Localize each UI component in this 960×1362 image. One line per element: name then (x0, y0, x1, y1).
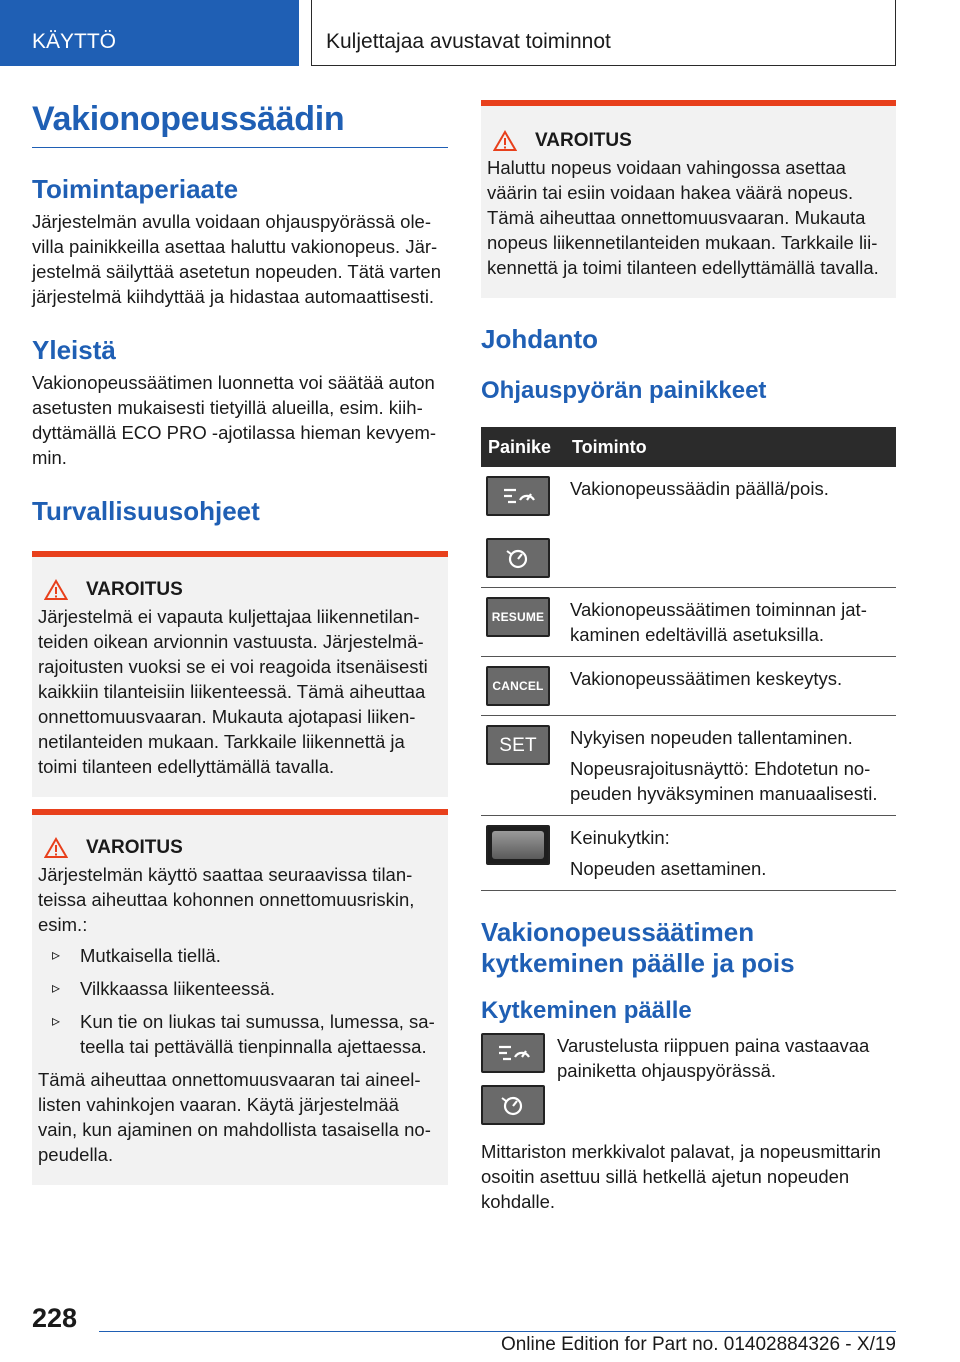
function-text-secondary: Nopeusrajoitusnäyttö: Ehdotetun nopeuden hyväksyminen manuaalisesti. (570, 758, 878, 804)
cruise-control-gauge-icon (486, 538, 550, 578)
warning-label-3: VAROITUS (535, 130, 632, 151)
page-number: 228 (32, 1303, 78, 1333)
chapter-label: Kuljettajaa avustavat toiminnot (326, 30, 611, 53)
heading-steering-buttons: Ohjauspyörän painikkeet (481, 377, 767, 404)
warning-triangle-icon (44, 837, 68, 859)
after-text: Mittariston merkkivalot palavat, ja nopeusmittarin osoitin asettuu sillä hetkellä ajetun nopeuden kohdalle. (481, 1141, 881, 1212)
function-text-secondary: Nopeuden asettaminen. (570, 858, 767, 879)
warning-intro-2: Järjestelmän käyttö saattaa seuraavissa tilanteissa aiheuttaa kohonnen onnettomuusriskin, esim.: (38, 864, 415, 935)
switch-on-text: Varustelusta riippuen paina vastaavaa painiketta ohjauspyörässä. (557, 1035, 870, 1081)
warning-box-3 (481, 100, 896, 298)
cruise-control-on-off-icon (486, 476, 550, 516)
resume-button-icon: RESUME (486, 597, 550, 637)
warning-title-3 (487, 128, 890, 153)
function-text: Nykyisen nopeuden tallentaminen. (570, 727, 853, 748)
table-row (481, 816, 896, 891)
section-tab (0, 0, 299, 66)
column-header-function: Toiminto (565, 427, 896, 467)
table-row (481, 657, 896, 716)
column-header-button: Painike (481, 427, 565, 467)
function-text: Keinukytkin: (570, 827, 670, 848)
rocker-switch-icon (486, 825, 550, 865)
footer-edition: Online Edition for Part no. 01402884326 - X/19 (500, 1334, 896, 1355)
switch-on-block (481, 1033, 896, 1125)
warning-triangle-icon (493, 130, 517, 152)
page-title: Vakionopeussäädin (32, 100, 448, 148)
function-text: Vakionopeussäätimen keskeytys. (570, 668, 843, 689)
chapter-tab (311, 0, 896, 66)
left-column (32, 100, 448, 1185)
cancel-button-icon: CANCEL (486, 666, 550, 706)
warning-text-1: Järjestelmä ei vapauta kuljettajaa liikennetilanteiden oikean arvionnin vastuusta. Järjestelmärajoitusten vuoksi se ei voi reagoida itsenäisesti kaikkiin tilanteisiin liikenteessä. Tämä aiheuttaa onnettomuusvaaran. Mukauta ajotapasi liikennetilanteiden mukaan. Tarkkaile liikennettä ja toimi tilanteen edellyttämällä tavalla. (38, 606, 428, 777)
warning-title-1 (38, 577, 442, 602)
list-item: ▹ Mutkaisella tiellä. (38, 943, 442, 968)
warning-box-1 (32, 551, 448, 797)
warning-outro-2: Tämä aiheuttaa onnettomuusvaaran tai aineellisten vahinkojen vaaran. Käytä järjestelmää vain, kun ajaminen on mahdollista tasaisella nopeudella. (38, 1069, 431, 1165)
heading-principle: Toimintaperiaate (32, 174, 239, 204)
heading-switch-on: Kytkeminen päälle (481, 997, 692, 1024)
list-item: ▹ Kun tie on liukas tai sumussa, lumessa, sateella tai pettävällä tienpinnalla ajettaessa. (38, 1009, 442, 1059)
buttons-table (481, 427, 896, 891)
set-button-icon: SET (486, 725, 550, 765)
heading-safety: Turvallisuusohjeet (32, 496, 260, 526)
table-header (481, 427, 896, 467)
heading-general: Yleistä (32, 335, 116, 365)
warning-label-1: VAROITUS (86, 579, 183, 600)
list-item: ▹ Vilkkaassa liikenteessä. (38, 976, 442, 1001)
warning-label-2: VAROITUS (86, 837, 183, 858)
function-text: Vakionopeussäätimen toiminnan jatkaminen edeltävillä asetuksilla. (570, 599, 867, 645)
general-text: Vakionopeussäätimen luonnetta voi säätää auton asetusten mukaisesti tietyillä alueilla, esim. kiihdyttämällä ECO PRO -ajotilassa hieman kevyemmin. (32, 372, 437, 468)
function-text: Vakionopeussäädin päällä/pois. (570, 478, 829, 499)
footer-divider (99, 1331, 896, 1332)
warning-title-2 (38, 835, 442, 860)
warning-box-2 (32, 809, 448, 1185)
cruise-control-on-off-icon (481, 1033, 545, 1073)
warning-text-3: Haluttu nopeus voidaan vahingossa asettaa väärin tai esiin voidaan hakea väärä nopeus. Tämä aiheuttaa onnettomuusvaaran. Mukauta nopeus liikennetilanteiden mukaan. Tarkkaile liikennettä ja toimi tilanteen edellyttämällä tavalla. (487, 157, 879, 278)
heading-intro: Johdanto (481, 324, 598, 354)
cruise-control-gauge-icon (481, 1085, 545, 1125)
warning-triangle-icon (44, 579, 68, 601)
table-row (481, 588, 896, 657)
table-row (481, 716, 896, 816)
right-column (481, 100, 896, 1214)
warning-list-2 (38, 943, 442, 1059)
heading-on-off: Vakionopeussäätimen kytkeminen päälle ja pois (481, 917, 795, 978)
principle-text: Järjestelmän avulla voidaan ohjauspyörässä olevilla painikkeilla asettaa haluttu vakionopeus. Järjestelmä säilyttää asetetun nopeuden. Tätä varten järjestelmä kiihdyttää ja hidastaa automaattisesti. (32, 211, 441, 307)
section-label: KÄYTTÖ (32, 30, 117, 53)
table-row (481, 467, 896, 588)
